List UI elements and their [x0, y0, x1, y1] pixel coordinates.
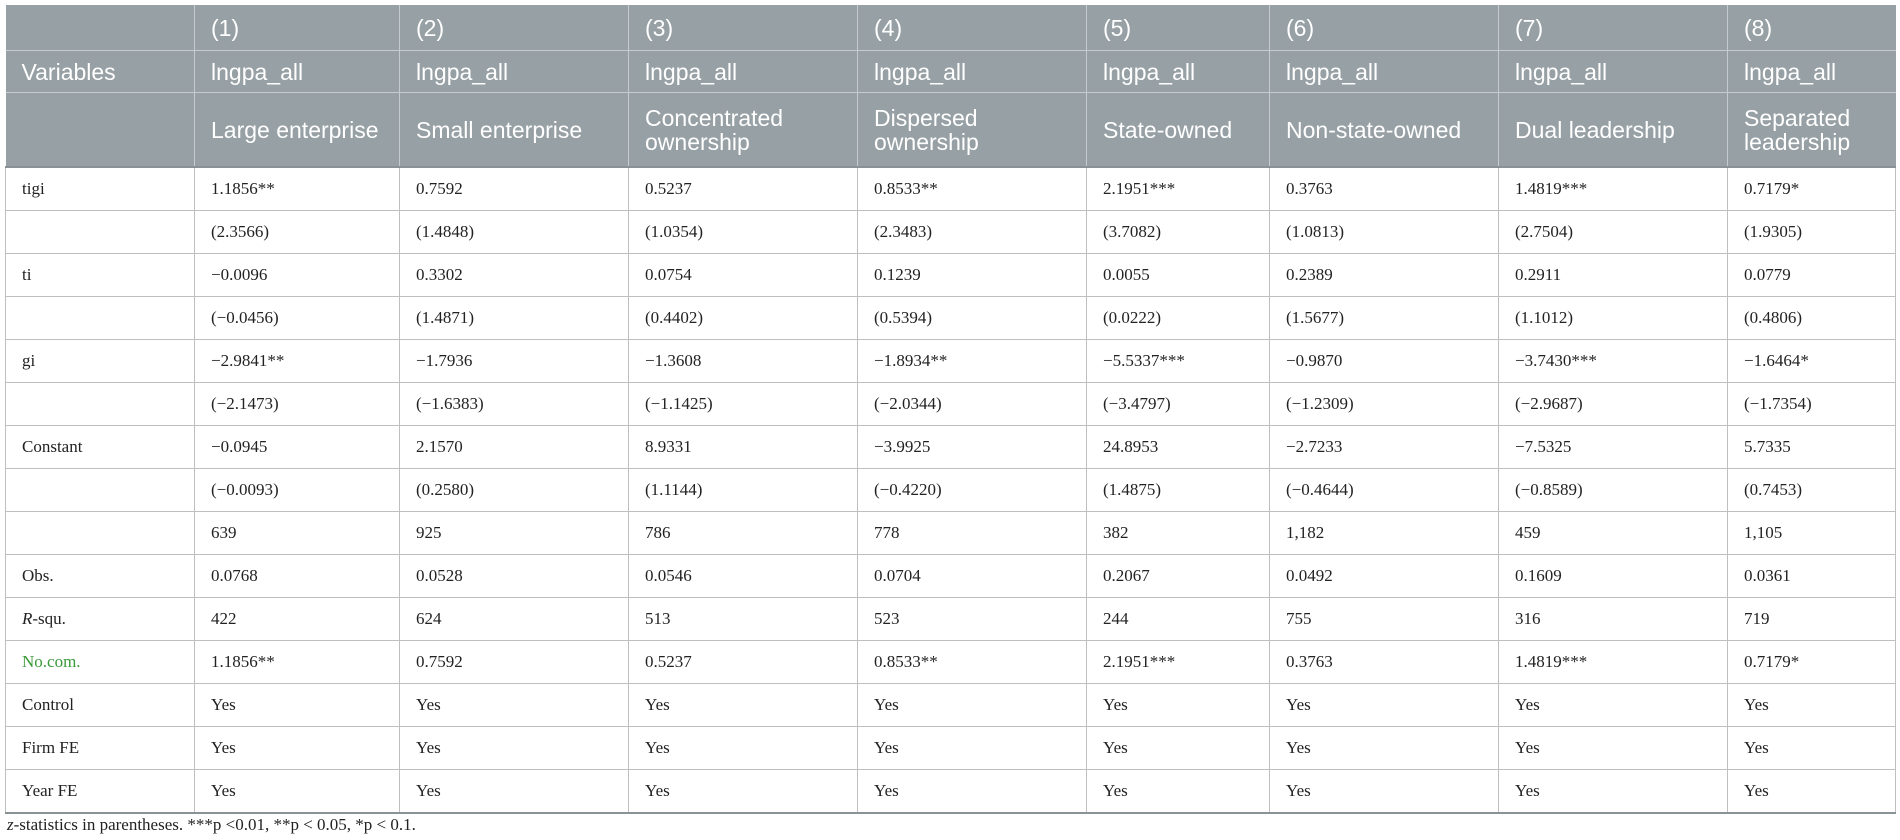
- table-cell: 0.7592: [400, 167, 629, 211]
- table-cell: −1.6464*: [1728, 340, 1896, 383]
- row-label: tigi: [6, 167, 195, 211]
- table-cell: (1.0354): [629, 211, 858, 254]
- table-cell: (−0.4644): [1270, 469, 1499, 512]
- header-group: Concentrated ownership: [629, 93, 858, 168]
- table-row: [6, 426, 1896, 469]
- row-label: Control: [6, 684, 195, 727]
- table-header: [6, 5, 1896, 167]
- table-cell: 0.7592: [400, 641, 629, 684]
- table-cell: Yes: [1087, 684, 1270, 727]
- table-cell: (1.4871): [400, 297, 629, 340]
- table-cell: Yes: [858, 770, 1087, 814]
- table-cell: 925: [400, 512, 629, 555]
- table-cell: (1.4848): [400, 211, 629, 254]
- header-col-num: (1): [195, 5, 400, 51]
- table-cell: (−3.4797): [1087, 383, 1270, 426]
- table-cell: 523: [858, 598, 1087, 641]
- table-cell: 755: [1270, 598, 1499, 641]
- table-cell: 2.1570: [400, 426, 629, 469]
- row-label: No.com.: [6, 641, 195, 684]
- row-label: Constant: [6, 426, 195, 469]
- table-cell: 0.1239: [858, 254, 1087, 297]
- table-row: [6, 512, 1896, 555]
- header-group: Large enterprise: [195, 93, 400, 168]
- table-cell: (−1.6383): [400, 383, 629, 426]
- table-cell: Yes: [1087, 770, 1270, 814]
- table-row: [6, 211, 1896, 254]
- header-dep-var: lngpa_all: [858, 51, 1087, 93]
- table-cell: 0.1609: [1499, 555, 1728, 598]
- table-cell: Yes: [1499, 770, 1728, 814]
- table-row: [6, 254, 1896, 297]
- table-cell: 0.2389: [1270, 254, 1499, 297]
- table-cell: 513: [629, 598, 858, 641]
- table-cell: 778: [858, 512, 1087, 555]
- table-cell: 624: [400, 598, 629, 641]
- row-label: gi: [6, 340, 195, 383]
- table-cell: (0.4402): [629, 297, 858, 340]
- table-cell: 0.3763: [1270, 641, 1499, 684]
- table-cell: 0.3763: [1270, 167, 1499, 211]
- table-cell: Yes: [195, 770, 400, 814]
- row-label: ti: [6, 254, 195, 297]
- table-cell: Yes: [1499, 684, 1728, 727]
- header-group: State-owned: [1087, 93, 1270, 168]
- row-label: [6, 469, 195, 512]
- table-cell: 2.1951***: [1087, 641, 1270, 684]
- table-cell: Yes: [629, 684, 858, 727]
- table-cell: (3.7082): [1087, 211, 1270, 254]
- table-cell: 0.0055: [1087, 254, 1270, 297]
- table-cell: (−0.0093): [195, 469, 400, 512]
- table-cell: (0.2580): [400, 469, 629, 512]
- table-cell: Yes: [629, 770, 858, 814]
- row-label-rest: -squ.: [32, 609, 66, 628]
- table-footnote: [7, 815, 416, 835]
- table-cell: −3.9925: [858, 426, 1087, 469]
- table-body: [6, 167, 1896, 813]
- table-cell: Yes: [1270, 727, 1499, 770]
- table-cell: Yes: [1728, 770, 1896, 814]
- table-cell: 244: [1087, 598, 1270, 641]
- header-group: Dual leadership: [1499, 93, 1728, 168]
- table-cell: Yes: [195, 727, 400, 770]
- header-col-num: (3): [629, 5, 858, 51]
- table-row: [6, 383, 1896, 426]
- table-cell: 1,105: [1728, 512, 1896, 555]
- header-col-num: (6): [1270, 5, 1499, 51]
- table-cell: (−1.1425): [629, 383, 858, 426]
- table-cell: 0.0546: [629, 555, 858, 598]
- table-row: [6, 641, 1896, 684]
- footnote-text: -statistics in parentheses. ***p <0.01, **p < 0.05, *p < 0.1.: [13, 815, 416, 834]
- footnote-z: z: [7, 815, 14, 834]
- table-cell: (1.1012): [1499, 297, 1728, 340]
- table-row: [6, 555, 1896, 598]
- table-cell: (−0.0456): [195, 297, 400, 340]
- header-col-num: (4): [858, 5, 1087, 51]
- table-cell: 1.4819***: [1499, 641, 1728, 684]
- header-empty-cell: [6, 5, 195, 51]
- table-cell: (0.7453): [1728, 469, 1896, 512]
- table-row: [6, 727, 1896, 770]
- table-cell: (−2.1473): [195, 383, 400, 426]
- table-row: [6, 340, 1896, 383]
- table-cell: 1.1856**: [195, 167, 400, 211]
- table-cell: (0.4806): [1728, 297, 1896, 340]
- table-cell: 0.5237: [629, 641, 858, 684]
- table-cell: Yes: [629, 727, 858, 770]
- header-row-groups: [6, 93, 1896, 168]
- table-cell: −2.7233: [1270, 426, 1499, 469]
- row-label-italic: R: [22, 609, 33, 628]
- table-cell: −1.8934**: [858, 340, 1087, 383]
- row-label: Firm FE: [6, 727, 195, 770]
- regression-table: [5, 5, 1896, 814]
- table-cell: (−2.0344): [858, 383, 1087, 426]
- table-cell: −5.5337***: [1087, 340, 1270, 383]
- table-cell: (1.1144): [629, 469, 858, 512]
- row-label: Year FE: [6, 770, 195, 814]
- header-dep-var: lngpa_all: [1728, 51, 1896, 93]
- table-cell: −1.3608: [629, 340, 858, 383]
- table-cell: 0.0779: [1728, 254, 1896, 297]
- table-cell: −0.0945: [195, 426, 400, 469]
- header-col-num: (5): [1087, 5, 1270, 51]
- header-variables-label: Variables: [6, 51, 195, 93]
- header-row-dependent-variable: [6, 51, 1896, 93]
- header-group: Separated leadership: [1728, 93, 1896, 168]
- header-group: Small enterprise: [400, 93, 629, 168]
- table-cell: Yes: [400, 770, 629, 814]
- table-cell: 1.1856**: [195, 641, 400, 684]
- table-row: [6, 297, 1896, 340]
- header-dep-var: lngpa_all: [1087, 51, 1270, 93]
- row-label: [6, 297, 195, 340]
- header-row-model-numbers: [6, 5, 1896, 51]
- table-cell: Yes: [1499, 727, 1728, 770]
- table-cell: Yes: [1270, 684, 1499, 727]
- table-row: [6, 167, 1896, 211]
- table-cell: Yes: [400, 727, 629, 770]
- table-cell: Yes: [195, 684, 400, 727]
- table-cell: (2.7504): [1499, 211, 1728, 254]
- table-row: [6, 598, 1896, 641]
- table-cell: (−1.2309): [1270, 383, 1499, 426]
- table-cell: (1.0813): [1270, 211, 1499, 254]
- table-cell: 459: [1499, 512, 1728, 555]
- table-cell: (2.3483): [858, 211, 1087, 254]
- table-cell: (0.5394): [858, 297, 1087, 340]
- table-cell: 5.7335: [1728, 426, 1896, 469]
- header-empty-cell: [6, 93, 195, 168]
- header-dep-var: lngpa_all: [1270, 51, 1499, 93]
- table-row: [6, 469, 1896, 512]
- table-cell: 0.7179*: [1728, 167, 1896, 211]
- table-cell: (−2.9687): [1499, 383, 1728, 426]
- table-cell: 422: [195, 598, 400, 641]
- table-cell: 0.8533**: [858, 641, 1087, 684]
- table-cell: 1.4819***: [1499, 167, 1728, 211]
- table-cell: 0.0704: [858, 555, 1087, 598]
- table-cell: −3.7430***: [1499, 340, 1728, 383]
- table-cell: 0.7179*: [1728, 641, 1896, 684]
- table-cell: 0.8533**: [858, 167, 1087, 211]
- table-cell: 24.8953: [1087, 426, 1270, 469]
- table-cell: (2.3566): [195, 211, 400, 254]
- table-cell: Yes: [1728, 727, 1896, 770]
- header-dep-var: lngpa_all: [1499, 51, 1728, 93]
- row-label: [6, 211, 195, 254]
- table-cell: 2.1951***: [1087, 167, 1270, 211]
- header-col-num: (7): [1499, 5, 1728, 51]
- table-cell: Yes: [1728, 684, 1896, 727]
- table-cell: −1.7936: [400, 340, 629, 383]
- header-col-num: (2): [400, 5, 629, 51]
- table-cell: 0.0528: [400, 555, 629, 598]
- regression-table-container: [5, 5, 1895, 814]
- table-cell: Yes: [1087, 727, 1270, 770]
- table-cell: Yes: [858, 684, 1087, 727]
- table-cell: 786: [629, 512, 858, 555]
- header-dep-var: lngpa_all: [195, 51, 400, 93]
- table-row: [6, 684, 1896, 727]
- table-cell: (1.4875): [1087, 469, 1270, 512]
- row-label: Obs.: [6, 555, 195, 598]
- table-cell: 1,182: [1270, 512, 1499, 555]
- table-cell: 719: [1728, 598, 1896, 641]
- table-cell: 382: [1087, 512, 1270, 555]
- table-cell: Yes: [400, 684, 629, 727]
- header-group: Dispersed ownership: [858, 93, 1087, 168]
- table-cell: 0.0754: [629, 254, 858, 297]
- table-cell: 0.0361: [1728, 555, 1896, 598]
- header-col-num: (8): [1728, 5, 1896, 51]
- table-cell: 8.9331: [629, 426, 858, 469]
- table-cell: (−0.8589): [1499, 469, 1728, 512]
- table-cell: (0.0222): [1087, 297, 1270, 340]
- table-cell: (1.9305): [1728, 211, 1896, 254]
- table-cell: 0.0492: [1270, 555, 1499, 598]
- table-cell: −2.9841**: [195, 340, 400, 383]
- table-cell: 0.2067: [1087, 555, 1270, 598]
- header-dep-var: lngpa_all: [400, 51, 629, 93]
- table-cell: 316: [1499, 598, 1728, 641]
- table-cell: (1.5677): [1270, 297, 1499, 340]
- table-cell: 639: [195, 512, 400, 555]
- table-cell: Yes: [858, 727, 1087, 770]
- table-cell: 0.3302: [400, 254, 629, 297]
- table-cell: −0.9870: [1270, 340, 1499, 383]
- header-group: Non-state-owned: [1270, 93, 1499, 168]
- table-cell: 0.2911: [1499, 254, 1728, 297]
- row-label: [6, 512, 195, 555]
- table-cell: 0.5237: [629, 167, 858, 211]
- header-dep-var: lngpa_all: [629, 51, 858, 93]
- table-cell: Yes: [1270, 770, 1499, 814]
- row-label: [6, 598, 195, 641]
- row-label: [6, 383, 195, 426]
- table-cell: 0.0768: [195, 555, 400, 598]
- table-cell: (−1.7354): [1728, 383, 1896, 426]
- table-cell: (−0.4220): [858, 469, 1087, 512]
- table-cell: −7.5325: [1499, 426, 1728, 469]
- table-row: [6, 770, 1896, 814]
- table-cell: −0.0096: [195, 254, 400, 297]
